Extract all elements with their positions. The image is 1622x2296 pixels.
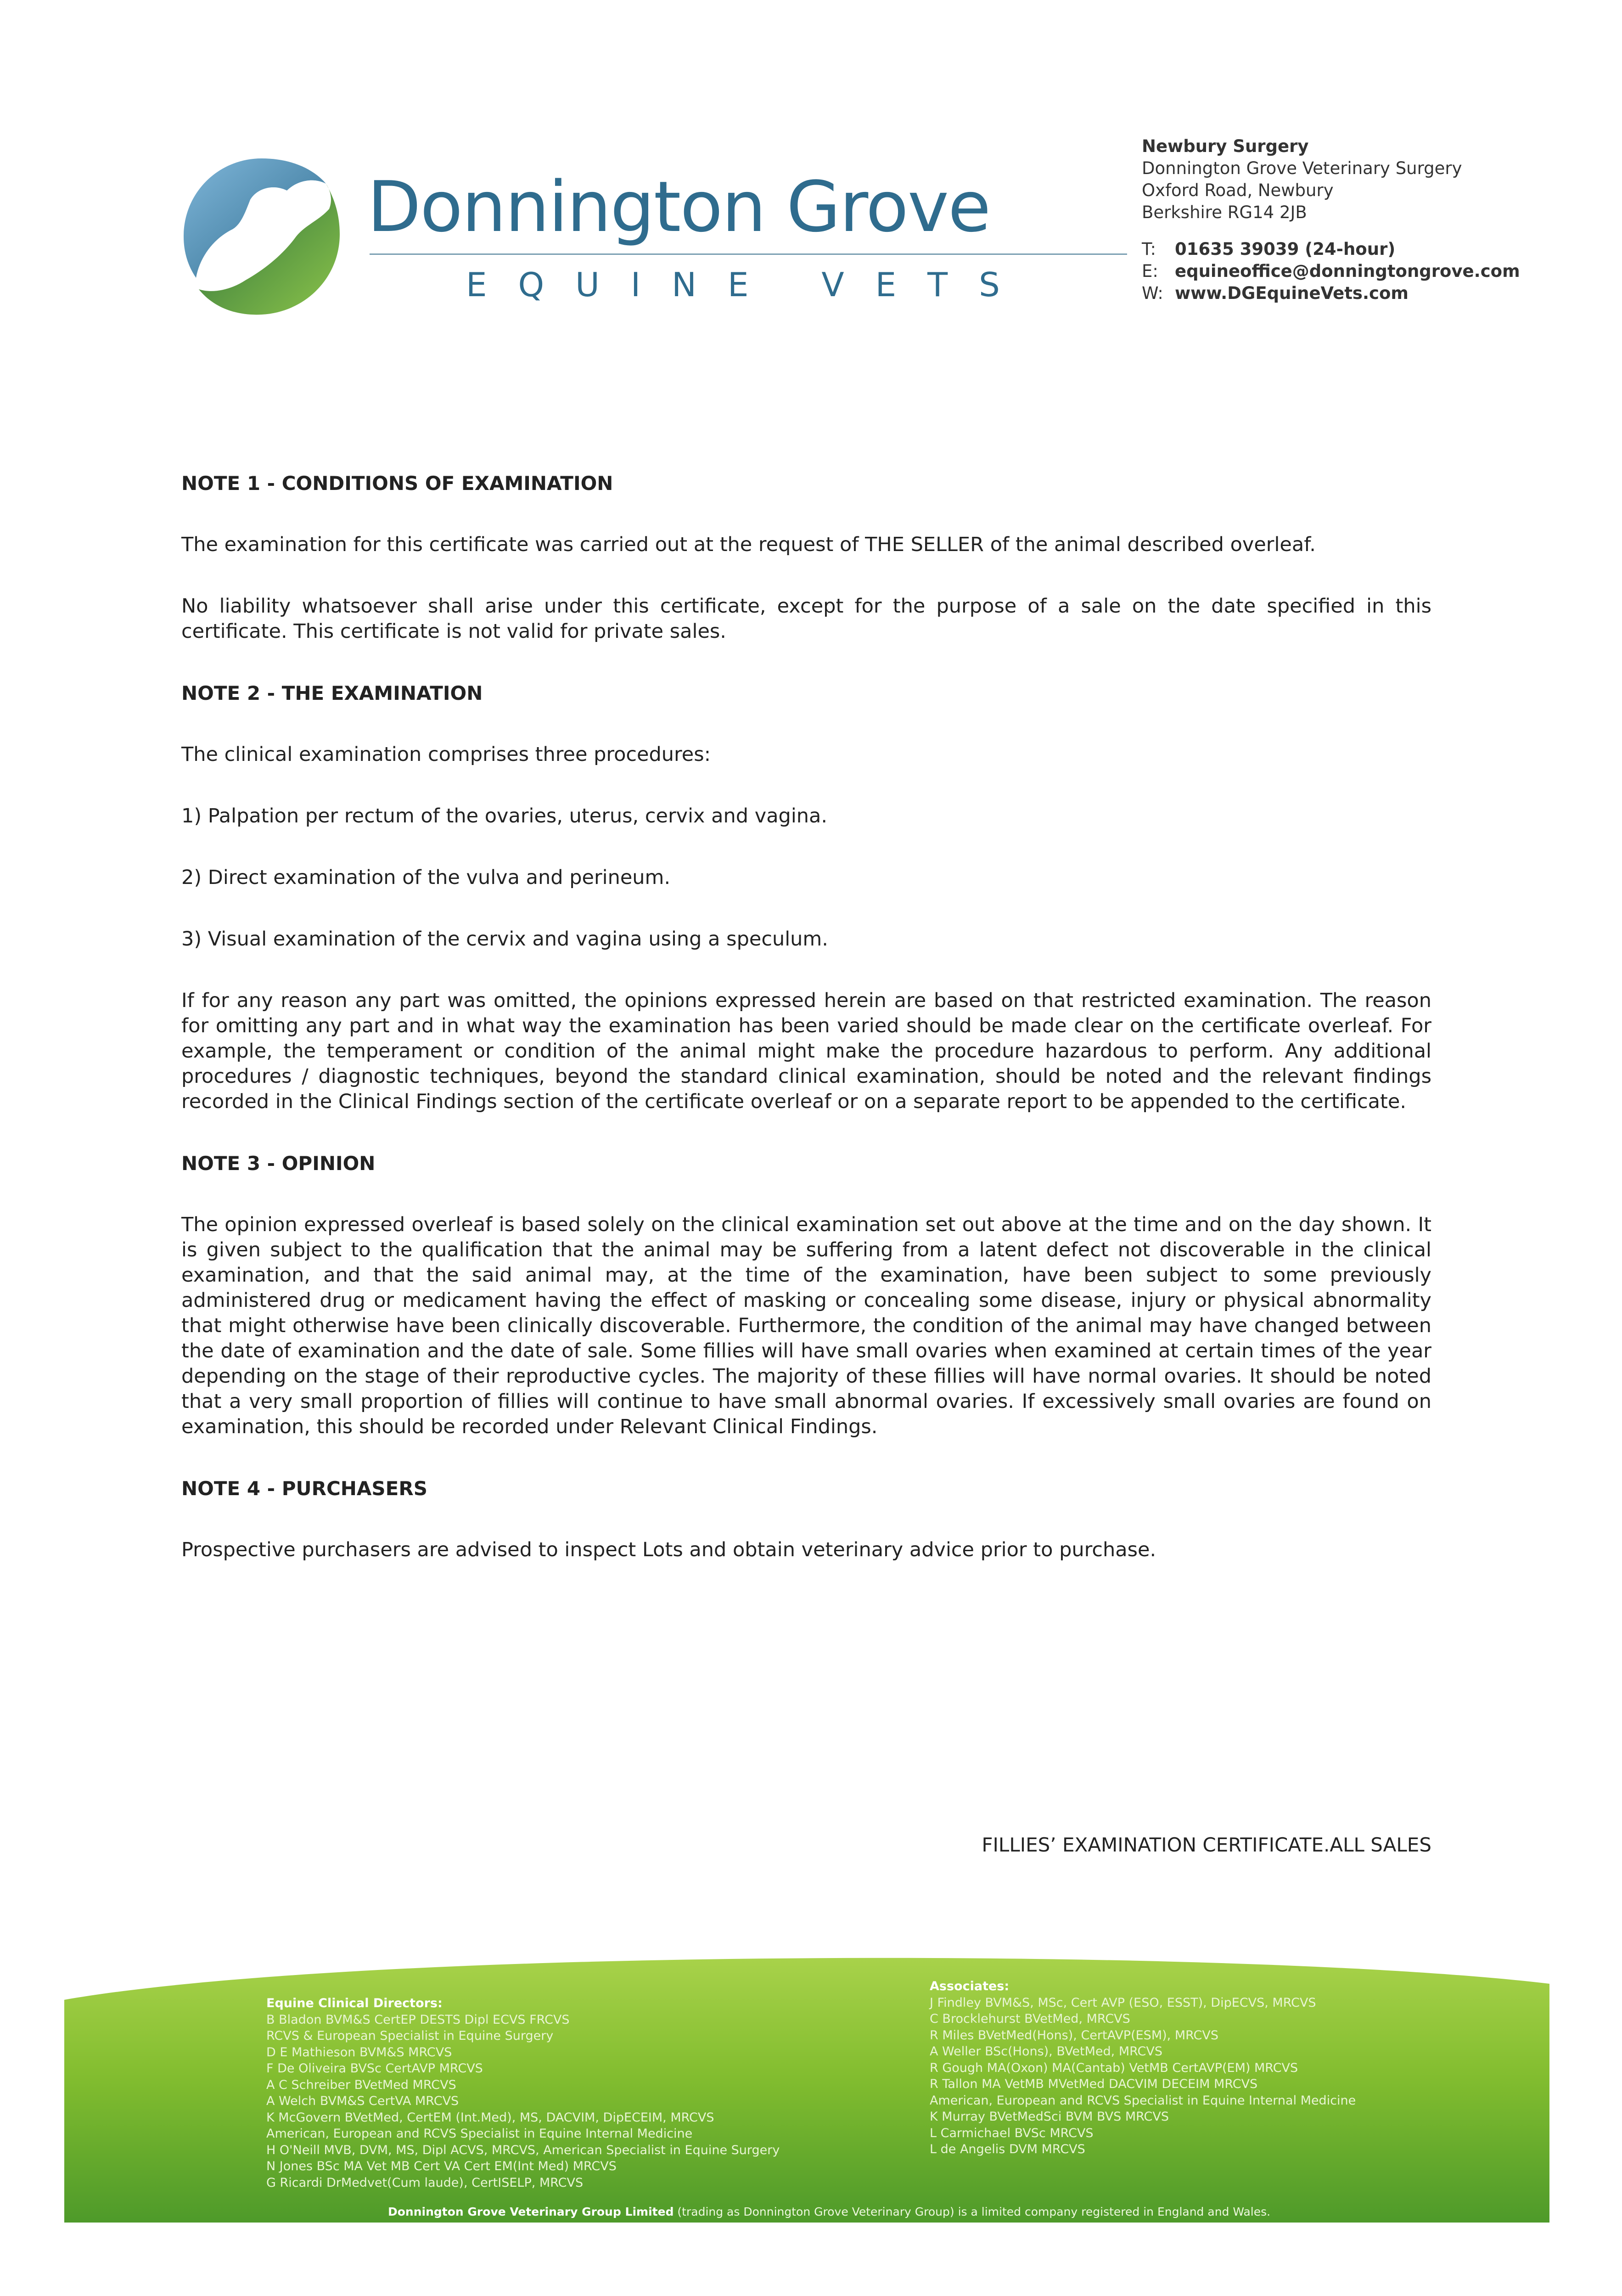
email-row	[1142, 260, 1520, 282]
associates-list	[930, 1978, 1356, 2158]
director-line: A Welch BVM&S CertVA MRCVS	[266, 2094, 459, 2108]
procedure-item-3: 3) Visual examination of the cervix and vagina using a speculum.	[181, 928, 828, 951]
associate-line: K Murray BVetMedSci BVM BVS MRCVS	[930, 2110, 1169, 2124]
director-line: N Jones BSc MA Vet MB Cert VA Cert EM(Int Med) MRCVS	[266, 2159, 617, 2173]
logo	[181, 156, 1031, 321]
associates-heading: Associates:	[930, 1979, 1010, 1993]
website-link[interactable]: www.DGEquineVets.com	[1175, 283, 1409, 303]
director-line: American, European and RCVS Specialist in Equine Internal Medicine	[266, 2127, 693, 2141]
note2-heading: NOTE 2 - THE EXAMINATION	[181, 682, 483, 704]
associate-line: R Gough MA(Oxon) MA(Cantab) VetMB CertAVP(EM) MRCVS	[930, 2060, 1298, 2075]
contact-block	[1142, 135, 1520, 304]
associate-line: L de Angelis DVM MRCVS	[930, 2142, 1085, 2156]
phone-row	[1142, 238, 1520, 260]
footer-band	[0, 1929, 1622, 2236]
address-line-2: Oxford Road, Newbury	[1142, 180, 1334, 200]
footer-background	[0, 1929, 1622, 2236]
note1-paragraph-1: The examination for this certificate was carried out at the request of THE SELLER of the animal described overleaf.	[181, 533, 1316, 556]
surgery-name: Newbury Surgery	[1142, 136, 1309, 156]
logo-subtitle: EQUINE VETS	[466, 265, 1031, 304]
note3-heading: NOTE 3 - OPINION	[181, 1152, 376, 1175]
web-label: W:	[1142, 283, 1163, 303]
director-line: H O'Neill MVB, DVM, MS, Dipl ACVS, MRCVS, American Specialist in Equine Surgery	[266, 2143, 780, 2157]
directors-list	[266, 1995, 780, 2191]
phone-label: T:	[1142, 239, 1156, 259]
logo-name: Donnington Grove	[367, 166, 990, 248]
associate-line: R Miles BVetMed(Hons), CertAVP(ESM), MRCVS	[930, 2028, 1218, 2043]
note2-intro: The clinical examination comprises three procedures:	[181, 743, 711, 766]
address-line-1: Donnington Grove Veterinary Surgery	[1142, 158, 1462, 178]
associate-line: A Weller BSc(Hons), BVetMed, MRCVS	[930, 2044, 1162, 2059]
email-label: E:	[1142, 261, 1158, 281]
associate-line: American, European and RCVS Specialist in Equine Internal Medicine	[930, 2093, 1356, 2108]
director-line: F De Oliveira BVSc CertAVP MRCVS	[266, 2061, 483, 2076]
logo-divider	[370, 253, 1127, 255]
director-line: G Ricardi DrMedvet(Cum laude), CertISELP, MRCVS	[266, 2175, 584, 2190]
address-line-3: Berkshire RG14 2JB	[1142, 203, 1307, 222]
note1-paragraph-2: No liability whatsoever shall arise under this certificate, except for the purpose of a sale on the date specified in this certificate. This certificate is not valid for private sales.	[181, 595, 1431, 643]
note4-paragraph: Prospective purchasers are advised to inspect Lots and obtain veterinary advice prior to purchase.	[181, 1538, 1156, 1561]
director-line: B Bladon BVM&S CertEP DESTS Dipl ECVS FRCVS	[266, 2012, 570, 2027]
company-registration	[388, 2205, 1270, 2218]
note2-paragraph: If for any reason any part was omitted, the opinions expressed herein are based on that restricted examination. The reason for omitting any part and in what way the examination has been varied should be made clear on the certificate overleaf. For example, the temperament or condition of the animal might make the procedure hazardous to perform. Any additional procedures / diagnostic techniques, beyond the standard clinical examination, should be noted and the relevant findings recorded in the Clinical Findings section of the certificate overleaf or on a separate report to be appended to the certificate.	[181, 989, 1431, 1113]
procedure-item-2: 2) Direct examination of the vulva and perineum.	[181, 866, 671, 889]
associate-line: L Carmichael BVSc MRCVS	[930, 2126, 1094, 2140]
directors-heading: Equine Clinical Directors:	[266, 1996, 443, 2010]
note4-heading: NOTE 4 - PURCHASERS	[181, 1477, 427, 1500]
director-line: D E Mathieson BVM&S MRCVS	[266, 2045, 452, 2060]
note1-heading: NOTE 1 - CONDITIONS OF EXAMINATION	[181, 472, 613, 495]
email-link[interactable]: equineoffice@donningtongrove.com	[1175, 261, 1520, 281]
associate-line: R Tallon MA VetMB MVetMed DACVIM DECEIM MRCVS	[930, 2077, 1258, 2091]
registration-text: (trading as Donnington Grove Veterinary Group) is a limited company registered in England and Wales.	[673, 2205, 1271, 2218]
note3-paragraph: The opinion expressed overleaf is based solely on the clinical examination set out above at the time and on the day shown. It is given subject to the qualification that the animal may be suffering from a latent defect not discoverable in the clinical examination, and that the said animal may, at the time of the examination, have been subject to some previously administered drug or medicament having the effect of masking or concealing some disease, injury or physical abnormality that might otherwise have been clinically discoverable. Furthermore, the condition of the animal may have changed between the date of examination and the date of sale. Some fillies will have small ovaries when examined at certain times of the year depending on the stage of their reproductive cycles. The majority of these fillies will have normal ovaries. It should be noted that a very small proportion of fillies will continue to have small abnormal ovaries. If excessively small ovaries are found on examination, this should be recorded under Relevant Clinical Findings.	[181, 1213, 1431, 1438]
company-name: Donnington Grove Veterinary Group Limited	[388, 2205, 674, 2218]
procedure-item-1: 1) Palpation per rectum of the ovaries, uterus, cervix and vagina.	[181, 805, 828, 827]
director-line: RCVS & European Specialist in Equine Surgery	[266, 2029, 554, 2043]
phone-number: 01635 39039 (24-hour)	[1175, 239, 1396, 259]
director-line: A C Schreiber BVetMed MRCVS	[266, 2077, 456, 2092]
certificate-title: FILLIES’ EXAMINATION CERTIFICATE.ALL SALES	[982, 1834, 1431, 1856]
web-row	[1142, 282, 1520, 304]
director-line: K McGovern BVetMed, CertEM (Int.Med), MS, DACVIM, DipECEIM, MRCVS	[266, 2110, 714, 2125]
associate-line: C Brocklehurst BVetMed, MRCVS	[930, 2012, 1130, 2026]
associate-line: J Findley BVM&S, MSc, Cert AVP (ESO, ESST), DipECVS, MRCVS	[930, 1995, 1316, 2010]
notes-content	[181, 471, 1431, 1599]
horse-logo-icon	[181, 156, 342, 317]
